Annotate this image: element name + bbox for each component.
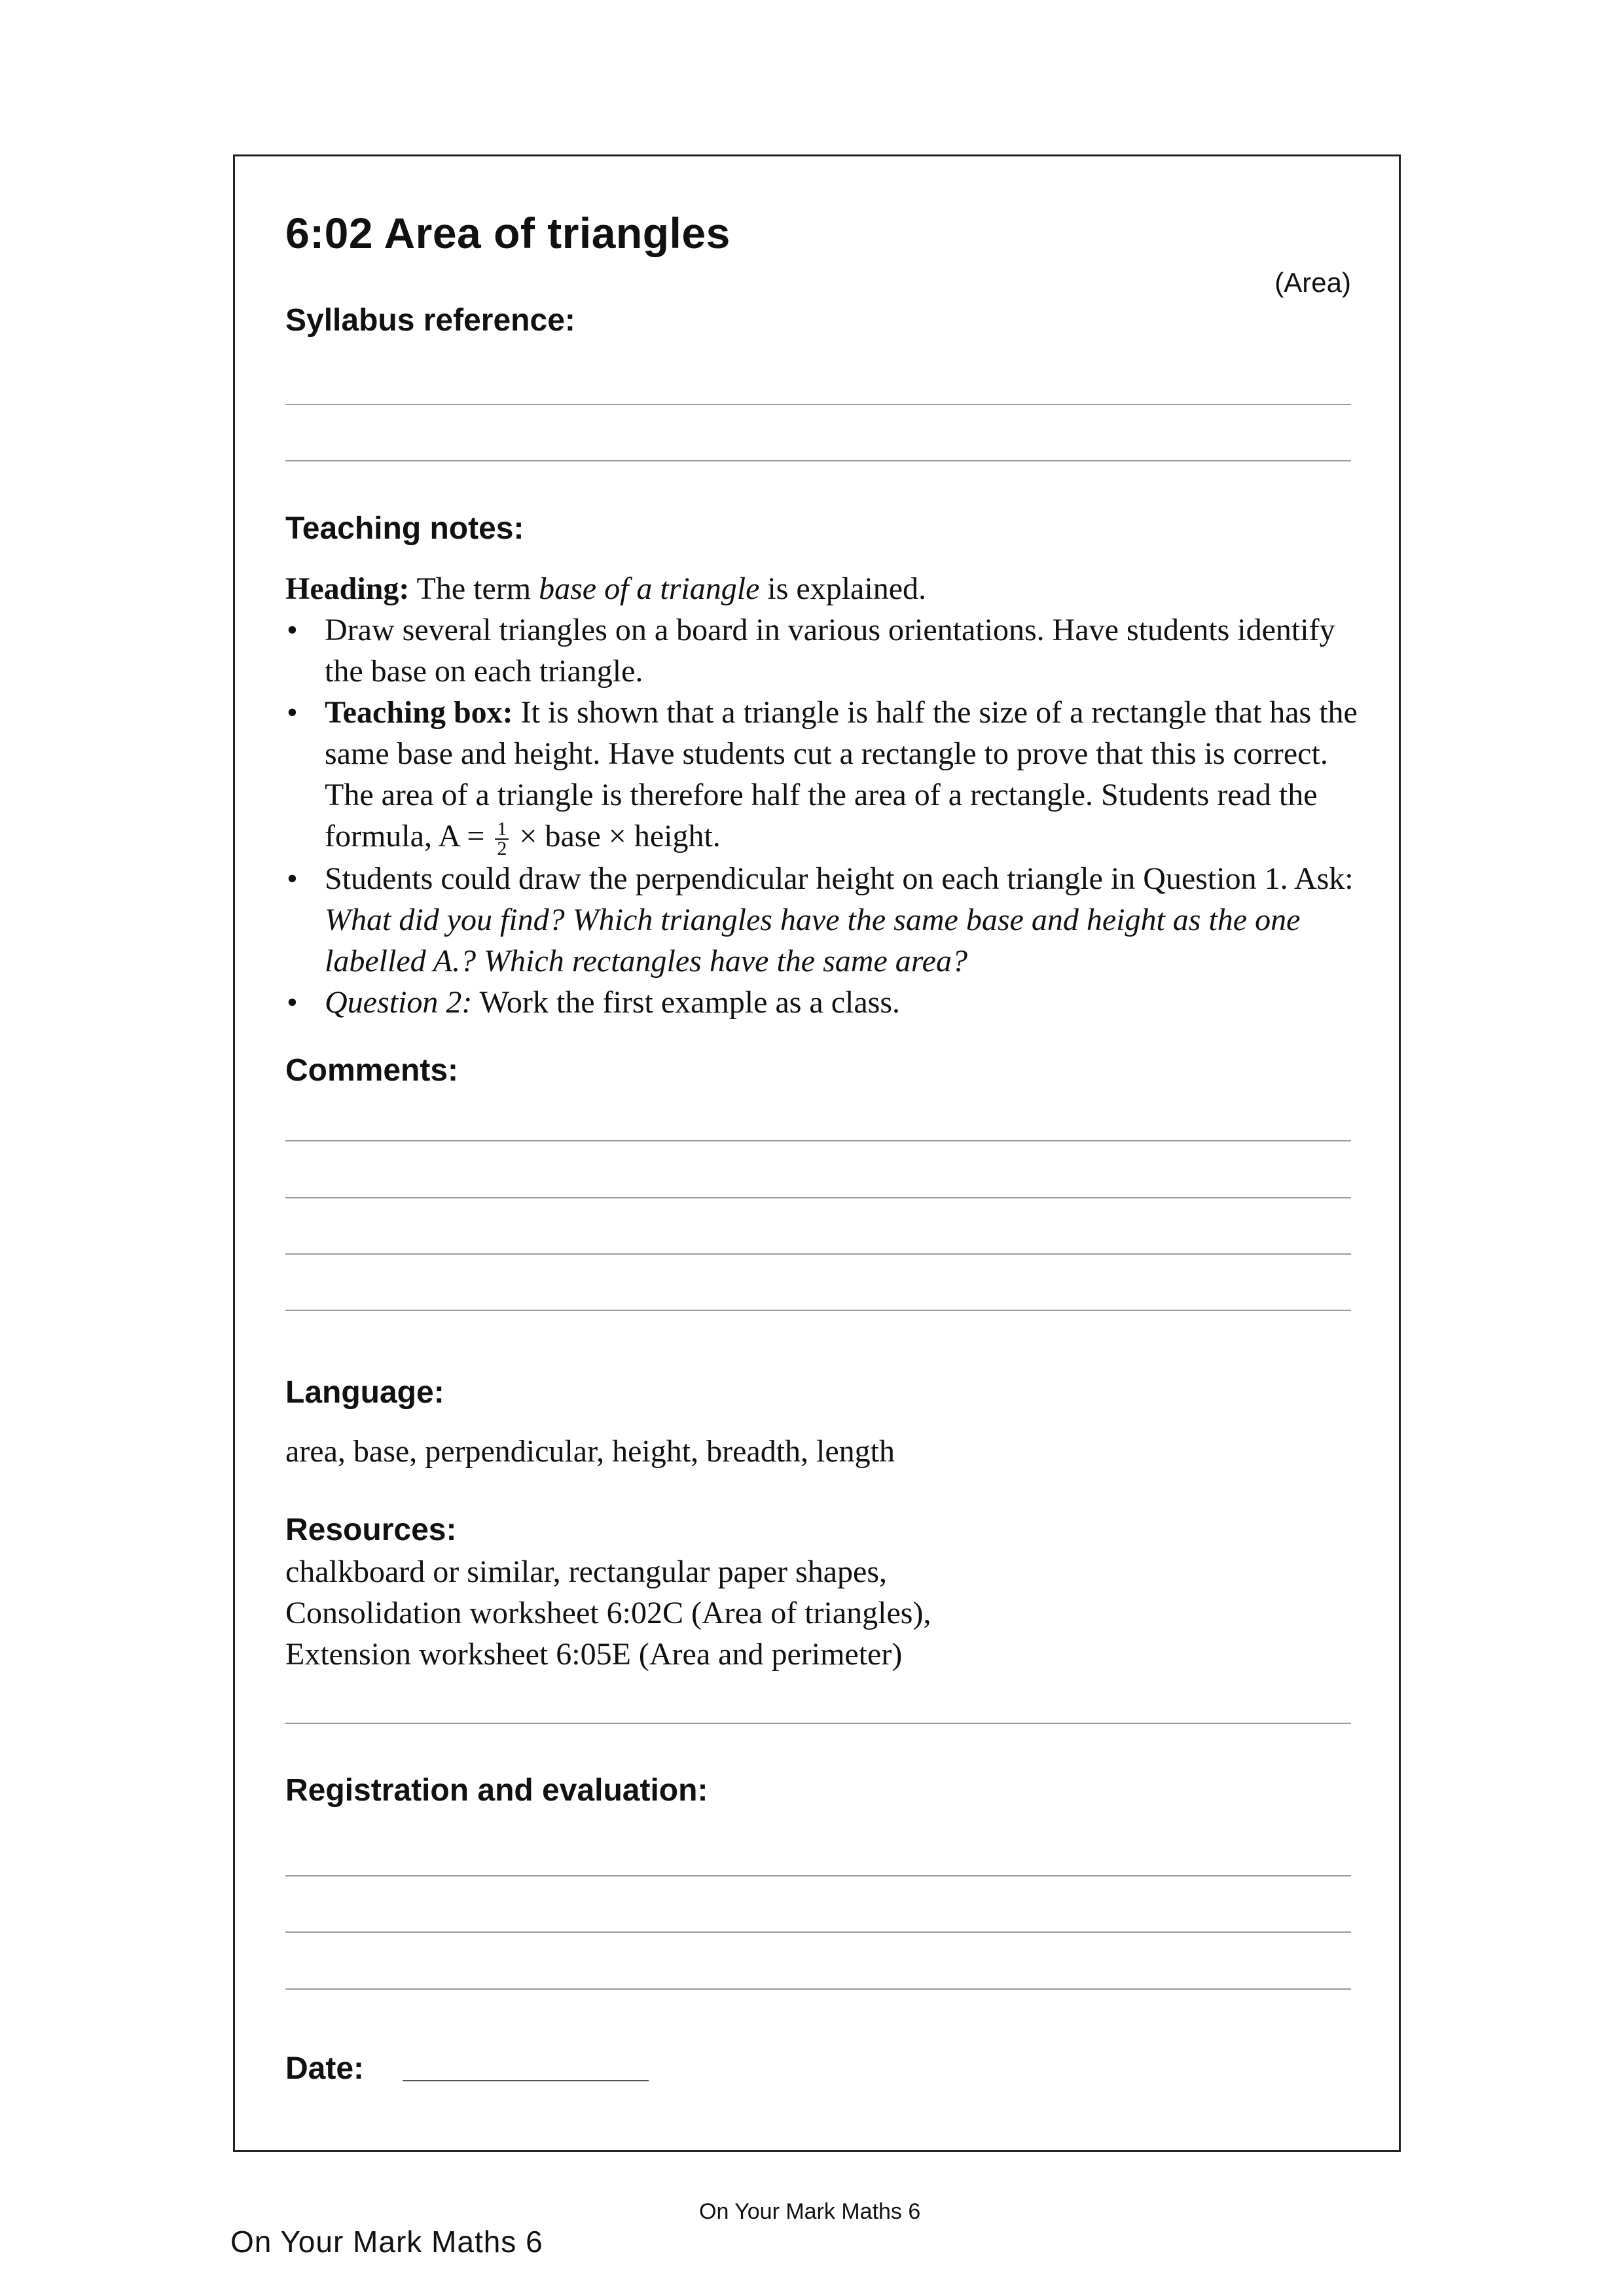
bullet-icon: • [287, 984, 298, 1020]
fraction-numerator: 1 [495, 820, 509, 840]
bullet-text: Draw several triangles on a board in various orientations. Have students identify the base on each triangle. [325, 613, 1335, 689]
language-text: area, base, perpendicular, height, breadth, length [285, 1434, 895, 1469]
resources-line-3: Extension worksheet 6:05E (Area and perimeter) [285, 1637, 903, 1672]
resources-line-1: chalkboard or similar, rectangular paper shapes, [285, 1554, 888, 1589]
bullet-icon: • [287, 861, 298, 896]
teaching-bullets [285, 609, 1359, 1023]
teaching-notes-body [285, 568, 1359, 1023]
teaching-heading-paragraph [285, 568, 1359, 609]
footer-brand: On Your Mark Maths 6 [230, 2225, 543, 2259]
comments-line-2 [285, 1197, 1351, 1198]
language-heading: Language: [285, 1375, 444, 1410]
bullet-icon: • [287, 613, 298, 647]
date-label: Date: [285, 2051, 365, 2086]
bullet-text: Students could draw the perpendicular height on each triangle in Question 1. Ask: [325, 861, 1354, 896]
registration-line-1 [285, 1875, 1351, 1876]
comments-heading: Comments: [285, 1053, 459, 1088]
bullet-text: Work the first example as a class. [472, 984, 901, 1020]
topic-tag: (Area) [1274, 267, 1351, 298]
bullet-icon: • [287, 695, 298, 730]
syllabus-heading: Syllabus reference: [285, 303, 575, 338]
page-frame [233, 154, 1401, 2152]
bullet-text: It is shown that a triangle is half the size of a rectangle that has the same base and height. Have students cut a rectangle to prove that this is correct. The area of a triangle is therefore half the area of a rectangle. Students read the formula, A = [325, 695, 1358, 853]
syllabus-line-1 [285, 404, 1351, 405]
heading-label: Heading: [285, 571, 410, 606]
list-item [285, 858, 1359, 982]
comments-line-3 [285, 1253, 1351, 1255]
resources-line [285, 1723, 1351, 1724]
list-item [285, 692, 1359, 858]
bullet-question-text: What did you find? Which triangles have the same base and height as the one labelled A.? Which rectangles have the same area? [325, 902, 1301, 978]
list-item [285, 609, 1359, 692]
resources-line-2: Consolidation worksheet 6:02C (Area of triangles), [285, 1596, 931, 1630]
teaching-notes-heading: Teaching notes: [285, 511, 524, 546]
list-item [285, 982, 1359, 1023]
comments-line-4 [285, 1310, 1351, 1311]
syllabus-line-2 [285, 460, 1351, 461]
question-ref: Question 2: [325, 984, 473, 1020]
heading-text-pre: The term [409, 571, 539, 606]
resources-heading: Resources: [285, 1513, 457, 1547]
registration-heading: Registration and evaluation: [285, 1773, 708, 1808]
teaching-box-label: Teaching box: [325, 695, 513, 730]
heading-term: base of a triangle [539, 571, 760, 606]
half-fraction [495, 817, 509, 859]
footer-title: On Your Mark Maths 6 [699, 2199, 921, 2224]
formula-end: × base × height. [511, 819, 721, 853]
date-field-line [403, 2080, 649, 2081]
heading-text-post: is explained. [759, 571, 926, 606]
registration-line-2 [285, 1931, 1351, 1933]
fraction-denominator: 2 [497, 837, 507, 859]
registration-line-3 [285, 1988, 1351, 1990]
comments-line-1 [285, 1140, 1351, 1141]
page-title: 6:02 Area of triangles [285, 209, 731, 257]
